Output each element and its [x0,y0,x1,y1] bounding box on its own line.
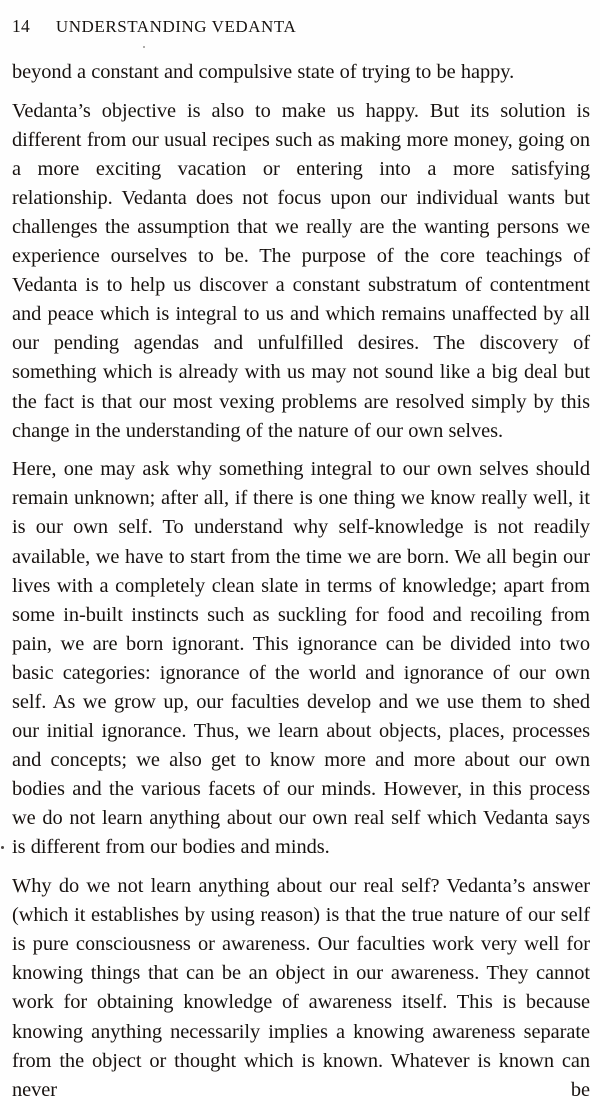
paragraph-vedanta-objective: Vedanta’s objective is also to make us happy. But its solution is different from our usual recipes such as making more money, going on a more exciting vacation or entering into a more satisfying relationship. Vedanta does not focus upon our individual wants but challenges the assumption that we really are the wanting persons we experience ourselves to be. The purpose of the core teachings of Vedanta is to help us discover a constant substratum of contentment and peace which is integral to us and which remains unaffected by all our pending agendas and unfulfilled desires. The discovery of something which is already with us may not sound like a big deal but the fact is that our most vexing problems are resolved simply by this change in the understanding of the nature of our own selves. [12,99,590,442]
paragraph-why-unknown: Here, one may ask why something integral to our own selves should remain unknown; after all, if there is one thing we know really well, it is our own self. To understand why self-knowledge is not readily available, we have to start from the time we are born. We all begin our lives with a completely clean slate in terms of knowledge; apart from some in-built instincts such as suckling for food and recoiling from pain, we are born ignorant. This ignorance can be divided into two basic categories: ignorance of the world and ignorance of our own self. As we grow up, our faculties develop and we use them to shed our initial ignorance. Thus, we learn about objects, places, processes and concepts; we also get to know more and more about our own bodies and the various facets of our minds. However, in this process we do not learn anything about our own real self which Vedanta says is different from our bodies and minds. [12,458,590,859]
scan-speck-artifact [143,46,145,48]
running-header-title: UNDERSTANDING VEDANTA [55,17,297,36]
page-number: 14 [12,16,30,36]
paragraph-continuation: beyond a constant and compulsive state of trying to be happy. [12,61,515,83]
body-text-block [12,58,590,1105]
scan-speck-artifact [1,846,4,849]
paragraph-pure-consciousness: Why do we not learn anything about our real self? Vedanta’s answer (which it establishes by using reason) is that the true nature of our self is pure consciousness or awareness. Our faculties work very well for knowing things that can be an object in our awareness. They cannot work for obtaining knowledge of awareness itself. This is because knowing anything necessarily implies a knowing awareness separate from the object or thought which is known. Whatever is known can never be [12,875,590,1101]
running-header [12,16,588,40]
